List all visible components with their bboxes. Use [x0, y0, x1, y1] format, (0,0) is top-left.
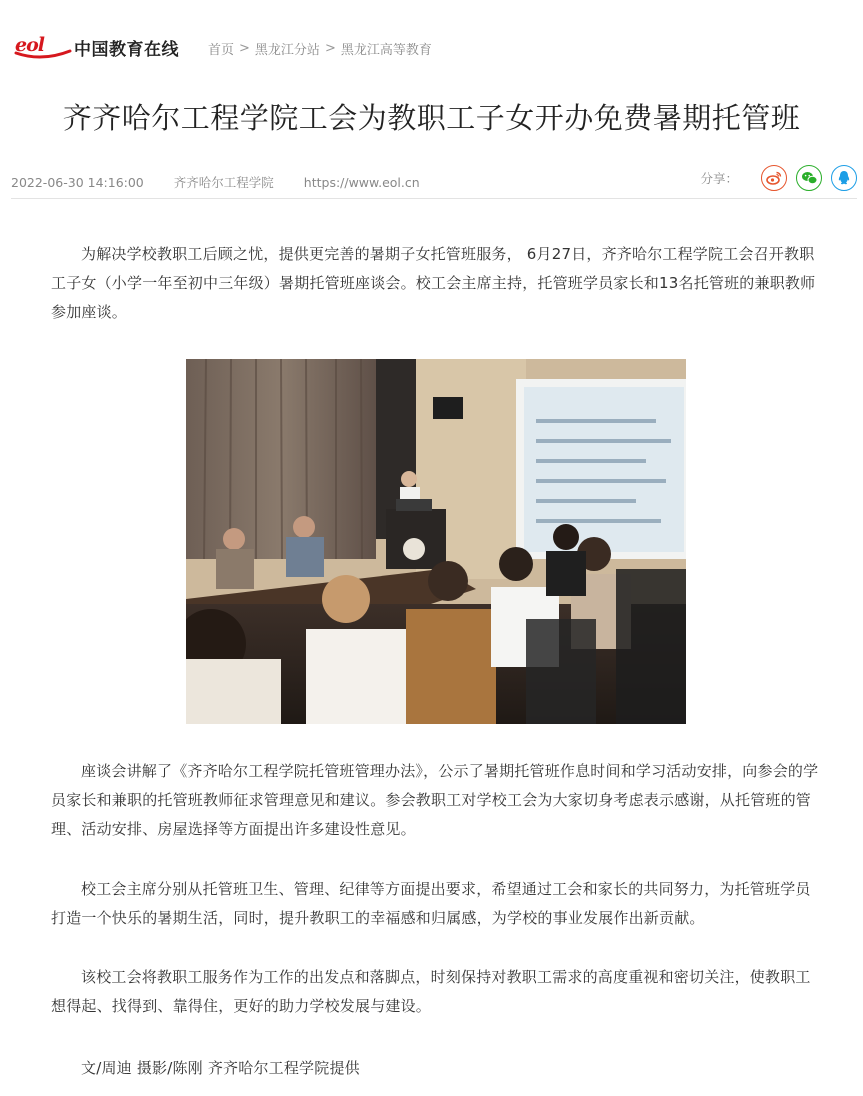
qq-icon: [837, 170, 851, 186]
meeting-photo-image: [186, 359, 686, 724]
article-paragraph: 为解决学校教职工后顾之忧，提供更完善的暑期子女托管班服务， 6月27日，齐齐哈尔工程学院工会召开教职工子女（小学一年至初中三年级）暑期托管班座谈会。校工会主席主持，托管班学员家长和13名托管班的兼职教师参加座谈。: [51, 245, 816, 321]
site-name: 中国教育在线: [74, 39, 179, 60]
article-credits: 文/周迪 摄影/陈刚 齐齐哈尔工程学院提供: [81, 1059, 360, 1077]
article-paragraph: 座谈会讲解了《齐齐哈尔工程学院托管班管理办法》，公示了暑期托管班作息时间和学习活动安排，向参会的学员家长和兼职的托管班教师征求管理意见和建议。参会教职工对学校工会为大家切身考虑表示感谢，从托管班的管理、活动安排、房屋选择等方面提出许多建设性意见。: [51, 762, 819, 838]
share-qq-button[interactable]: [831, 165, 857, 191]
breadcrumb-separator: >: [324, 41, 336, 56]
share-bar: [700, 165, 857, 191]
meeting-photo: [186, 359, 686, 724]
breadcrumb-heilongjiang[interactable]: 黑龙江分站: [254, 43, 320, 58]
site-header: [0, 0, 863, 90]
article-title: 齐齐哈尔工程学院工会为教职工子女开办免费暑期托管班: [62, 101, 801, 135]
logo-swoosh-icon: [14, 48, 72, 60]
publish-date: 2022-06-30 14:16:00: [11, 174, 144, 190]
breadcrumb-higher-education[interactable]: 黑龙江高等教育: [340, 43, 432, 58]
logo-text: eol: [15, 34, 44, 56]
article-source: 齐齐哈尔工程学院: [173, 175, 274, 190]
eol-logo-mark: [14, 34, 72, 60]
source-url: https://www.eol.cn: [303, 174, 420, 190]
breadcrumb-separator: >: [239, 41, 250, 56]
share-label: 分享：: [700, 171, 738, 186]
share-weibo-button[interactable]: [761, 165, 787, 191]
wechat-icon: [801, 171, 818, 185]
breadcrumb: [208, 39, 432, 58]
breadcrumb-home[interactable]: 首页: [208, 43, 235, 58]
weibo-icon: [766, 171, 782, 185]
meta-divider: [11, 198, 857, 199]
article-paragraph: 该校工会将教职工服务作为工作的出发点和落脚点，时刻保持对教职工需求的高度重视和密切关注，使教职工想得起、找得到、靠得住，更好的助力学校发展与建设。: [51, 968, 811, 1015]
site-logo[interactable]: [14, 34, 179, 60]
article-meta: [11, 173, 450, 191]
article-paragraph: 校工会主席分别从托管班卫生、管理、纪律等方面提出要求，希望通过工会和家长的共同努力，为托管班学员打造一个快乐的暑期生活，同时，提升教职工的幸福感和归属感，为学校的事业发展作出新贡献。: [51, 880, 811, 927]
share-wechat-button[interactable]: [796, 165, 822, 191]
